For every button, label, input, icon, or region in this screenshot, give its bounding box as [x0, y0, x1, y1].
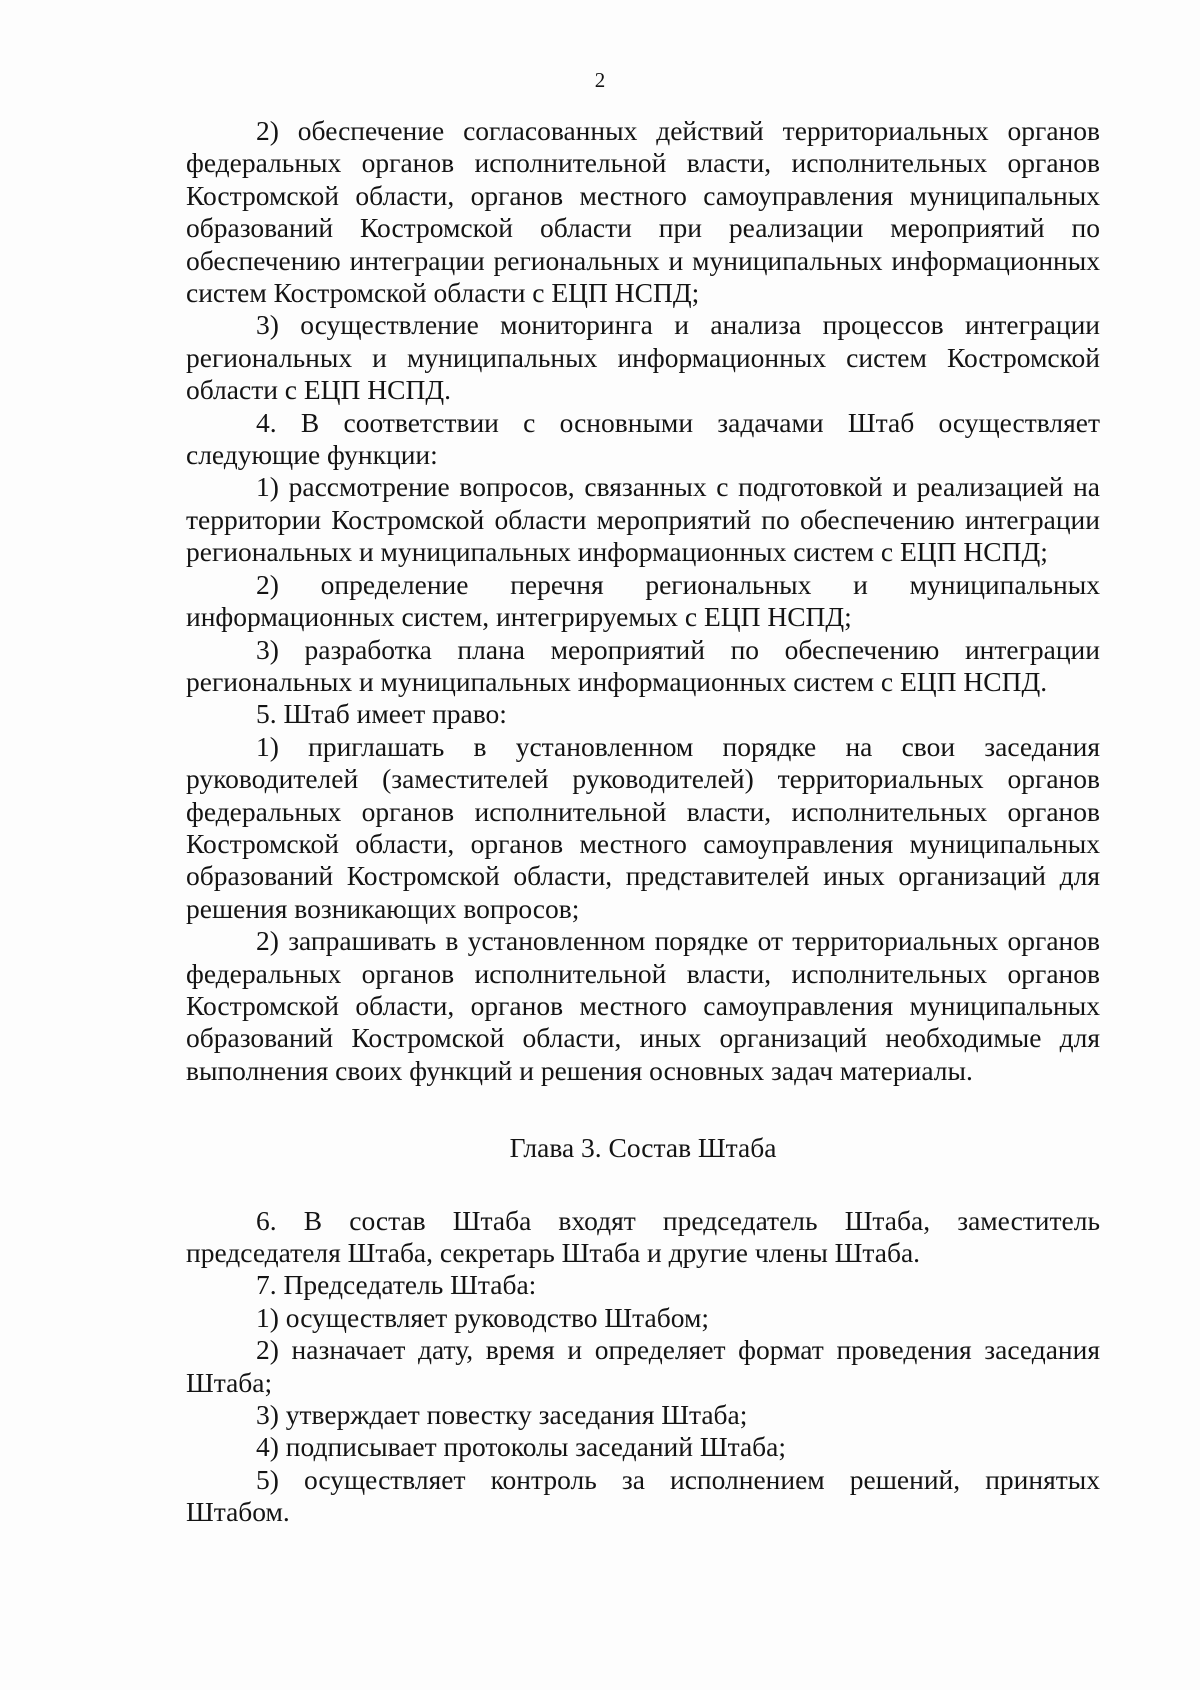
paragraph: 1) рассмотрение вопросов, связанных с подготовкой и реализацией на территории Костромской области мероприятий по обеспечению интеграции региональных и муниципальных информационных систем с ЕЦП НСПД; — [186, 471, 1100, 568]
paragraph: 7. Председатель Штаба: — [256, 1269, 537, 1301]
paragraph: 1) приглашать в установленном порядке на свои заседания руководителей (заместителей руководителей) территориальных органов федеральных органов исполнительной власти, исполнительных органов Костромской области, органов местного самоуправления муниципальных образований Костромской области, представителей иных организаций для решения возникающих вопросов; — [186, 730, 1100, 924]
paragraph: 2) обеспечение согласованных действий территориальных органов федеральных органов исполнительной власти, исполнительных органов Костромской области, органов местного самоуправления муниципальных образований Костромской области при реализации мероприятий по обеспечению интеграции региональных и муниципальных информационных систем Костромской области с ЕЦП НСПД; — [186, 115, 1100, 309]
document-body — [186, 115, 1100, 1529]
paragraph: 3) осуществление мониторинга и анализа процессов интеграции региональных и муниципальных информационных систем Костромской области с ЕЦП НСПД. — [186, 309, 1100, 406]
page-number: 2 — [594, 68, 606, 92]
chapter-heading: Глава 3. Состав Штаба — [509, 1132, 777, 1164]
paragraph: 5) осуществляет контроль за исполнением решений, принятых Штабом. — [186, 1463, 1100, 1528]
paragraph: 4) подписывает протоколы заседаний Штаба; — [256, 1431, 786, 1463]
paragraph: 2) запрашивать в установленном порядке от территориальных органов федеральных органов исполнительной власти, исполнительных органов Костромской области, органов местного самоуправления муниципальных образований Костромской области, иных организаций необходимые для выполнения своих функций и решения основных задач материалы. — [186, 925, 1100, 1086]
paragraph: 3) разработка плана мероприятий по обеспечению интеграции региональных и муниципальных информационных систем с ЕЦП НСПД. — [186, 633, 1100, 697]
paragraph: 2) определение перечня региональных и муниципальных информационных систем, интегрируемых с ЕЦП НСПД; — [186, 568, 1100, 633]
paragraph: 3) утверждает повестку заседания Штаба; — [256, 1399, 748, 1431]
paragraph: 1) осуществляет руководство Штабом; — [256, 1301, 709, 1333]
paragraph: 6. В состав Штаба входят председатель Штаба, заместитель председателя Штаба, секретарь Штаба и другие члены Штаба. — [186, 1204, 1100, 1268]
paragraph: 4. В соответствии с основными задачами Штаб осуществляет следующие функции: — [186, 406, 1100, 471]
paragraph: 2) назначает дату, время и определяет формат проведения заседания Штаба; — [186, 1334, 1100, 1398]
paragraph: 5. Штаб имеет право: — [256, 698, 507, 730]
